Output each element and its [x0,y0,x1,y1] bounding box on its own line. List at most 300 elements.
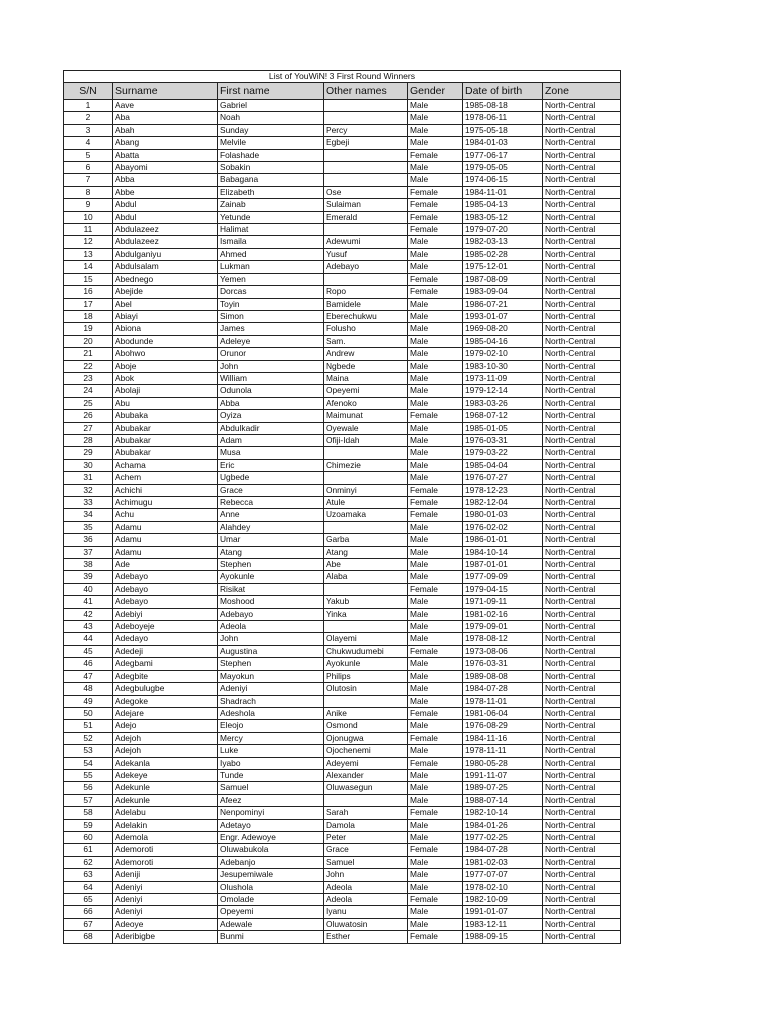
first-name-cell: Folashade [218,149,324,161]
sn-cell: 63 [64,869,113,881]
gender-cell: Female [408,894,463,906]
zone-cell: North-Central [543,273,621,285]
surname-cell: Abubaka [113,410,218,422]
table-row [64,422,621,434]
sn-cell: 44 [64,633,113,645]
gender-cell: Male [408,137,463,149]
table-row [64,645,621,657]
date-of-birth-cell: 1993-01-07 [463,310,543,322]
other-names-cell: Egbeji [324,137,408,149]
date-of-birth-cell: 1989-08-08 [463,670,543,682]
table-row [64,273,621,285]
table-row [64,869,621,881]
other-names-cell: Eberechukwu [324,310,408,322]
first-name-cell: Bunmi [218,931,324,943]
gender-cell: Female [408,149,463,161]
surname-cell: Abang [113,137,218,149]
gender-cell: Male [408,559,463,571]
date-of-birth-cell: 1978-02-10 [463,881,543,893]
date-of-birth-cell: 1975-05-18 [463,124,543,136]
date-of-birth-cell: 1971-09-11 [463,596,543,608]
surname-cell: Abdul [113,199,218,211]
sn-cell: 53 [64,745,113,757]
zone-cell: North-Central [543,372,621,384]
table-row [64,670,621,682]
first-name-cell: Zainab [218,199,324,211]
date-of-birth-cell: 1984-07-28 [463,683,543,695]
surname-cell: Abolaji [113,385,218,397]
sn-cell: 36 [64,534,113,546]
other-names-cell [324,695,408,707]
table-row [64,819,621,831]
table-row [64,757,621,769]
first-name-cell: Orunor [218,348,324,360]
surname-cell: Abel [113,298,218,310]
sn-cell: 21 [64,348,113,360]
surname-cell: Adebayo [113,596,218,608]
table-row [64,211,621,223]
zone-cell: North-Central [543,782,621,794]
sn-cell: 27 [64,422,113,434]
gender-cell: Female [408,509,463,521]
sn-cell: 65 [64,894,113,906]
surname-cell: Adedayo [113,633,218,645]
sn-cell: 3 [64,124,113,136]
zone-cell: North-Central [543,807,621,819]
date-of-birth-cell: 1991-01-07 [463,906,543,918]
date-of-birth-cell: 1984-01-03 [463,137,543,149]
sn-cell: 37 [64,546,113,558]
sn-cell: 54 [64,757,113,769]
surname-cell: Adejare [113,707,218,719]
sn-cell: 40 [64,583,113,595]
table-row [64,745,621,757]
gender-cell: Male [408,100,463,112]
surname-cell: Abiayi [113,310,218,322]
gender-cell: Male [408,720,463,732]
sn-cell: 8 [64,186,113,198]
surname-cell: Achichi [113,484,218,496]
table-row [64,918,621,930]
date-of-birth-cell: 1978-08-12 [463,633,543,645]
sn-cell: 22 [64,360,113,372]
table-row [64,695,621,707]
other-names-cell: Anike [324,707,408,719]
gender-cell: Male [408,348,463,360]
table-row [64,323,621,335]
first-name-cell: Engr. Adewoye [218,831,324,843]
other-names-cell: Sulaiman [324,199,408,211]
date-of-birth-cell: 1979-05-05 [463,162,543,174]
gender-cell: Male [408,856,463,868]
zone-cell: North-Central [543,211,621,223]
first-name-cell: Simon [218,310,324,322]
gender-cell: Female [408,645,463,657]
sn-cell: 49 [64,695,113,707]
date-of-birth-cell: 1974-06-15 [463,174,543,186]
other-names-cell: Folusho [324,323,408,335]
zone-cell: North-Central [543,645,621,657]
first-name-cell: Opeyemi [218,906,324,918]
zone-cell: North-Central [543,360,621,372]
date-of-birth-cell: 1982-10-14 [463,807,543,819]
first-name-cell: Adeleye [218,335,324,347]
surname-cell: Abohwo [113,348,218,360]
sn-cell: 7 [64,174,113,186]
sn-cell: 34 [64,509,113,521]
gender-cell: Female [408,199,463,211]
sn-cell: 33 [64,497,113,509]
table-row [64,348,621,360]
date-of-birth-cell: 1981-02-16 [463,608,543,620]
table-row [64,162,621,174]
surname-cell: Abdul [113,211,218,223]
date-of-birth-cell: 1979-09-01 [463,621,543,633]
first-name-cell: Iyabo [218,757,324,769]
date-of-birth-cell: 1989-07-25 [463,782,543,794]
sn-cell: 19 [64,323,113,335]
gender-cell: Male [408,385,463,397]
sn-cell: 60 [64,831,113,843]
sn-cell: 43 [64,621,113,633]
first-name-cell: Afeez [218,794,324,806]
sn-cell: 23 [64,372,113,384]
other-names-cell: Oluwatosin [324,918,408,930]
date-of-birth-cell: 1988-09-15 [463,931,543,943]
zone-cell: North-Central [543,137,621,149]
table-row [64,372,621,384]
surname-cell: Adelabu [113,807,218,819]
sn-cell: 30 [64,459,113,471]
zone-cell: North-Central [543,633,621,645]
gender-cell: Male [408,906,463,918]
surname-cell: Aderibigbe [113,931,218,943]
gender-cell: Male [408,571,463,583]
first-name-cell: Abba [218,397,324,409]
date-of-birth-cell: 1981-06-04 [463,707,543,719]
column-header-zone[interactable]: Zone [543,83,621,100]
first-name-cell: Eric [218,459,324,471]
other-names-cell: Ofiji-Idah [324,434,408,446]
surname-cell: Achu [113,509,218,521]
zone-cell: North-Central [543,918,621,930]
zone-cell: North-Central [543,757,621,769]
column-header-other-names[interactable]: Other names [324,83,408,100]
first-name-cell: Yemen [218,273,324,285]
surname-cell: Abdulganiyu [113,248,218,260]
gender-cell: Male [408,695,463,707]
first-name-cell: Ahmed [218,248,324,260]
sn-cell: 25 [64,397,113,409]
zone-cell: North-Central [543,906,621,918]
surname-cell: Adejoh [113,732,218,744]
gender-cell: Male [408,335,463,347]
date-of-birth-cell: 1976-08-29 [463,720,543,732]
first-name-cell: Gabriel [218,100,324,112]
date-of-birth-cell: 1979-07-20 [463,224,543,236]
table-row [64,720,621,732]
gender-cell: Female [408,186,463,198]
sn-cell: 64 [64,881,113,893]
surname-cell: Achem [113,472,218,484]
gender-cell: Male [408,621,463,633]
gender-cell: Female [408,497,463,509]
table-row [64,844,621,856]
date-of-birth-cell: 1977-09-09 [463,571,543,583]
first-name-cell: Grace [218,484,324,496]
table-row [64,459,621,471]
first-name-cell: Atang [218,546,324,558]
first-name-cell: John [218,360,324,372]
surname-cell: Adekanla [113,757,218,769]
first-name-cell: Adebanjo [218,856,324,868]
first-name-cell: Sobakin [218,162,324,174]
column-header-date-of-birth[interactable]: Date of birth [463,83,543,100]
other-names-cell [324,174,408,186]
table-row [64,608,621,620]
first-name-cell: Stephen [218,559,324,571]
other-names-cell: Ropo [324,286,408,298]
date-of-birth-cell: 1983-12-11 [463,918,543,930]
sn-cell: 57 [64,794,113,806]
other-names-cell: Oluwasegun [324,782,408,794]
surname-cell: Abok [113,372,218,384]
first-name-cell: Samuel [218,782,324,794]
other-names-cell: Alaba [324,571,408,583]
other-names-cell: Ose [324,186,408,198]
gender-cell: Male [408,323,463,335]
date-of-birth-cell: 1983-05-12 [463,211,543,223]
zone-cell: North-Central [543,174,621,186]
other-names-cell: Ngbede [324,360,408,372]
gender-cell: Male [408,745,463,757]
other-names-cell: Uzoamaka [324,509,408,521]
other-names-cell [324,621,408,633]
other-names-cell: Chukwudumebi [324,645,408,657]
date-of-birth-cell: 1980-05-28 [463,757,543,769]
gender-cell: Male [408,310,463,322]
date-of-birth-cell: 1976-02-02 [463,521,543,533]
zone-cell: North-Central [543,534,621,546]
date-of-birth-cell: 1973-11-09 [463,372,543,384]
other-names-cell: Ojochenemi [324,745,408,757]
zone-cell: North-Central [543,261,621,273]
table-row [64,124,621,136]
winners-table [63,70,621,944]
first-name-cell: John [218,633,324,645]
first-name-cell: Mayokun [218,670,324,682]
date-of-birth-cell: 1976-03-31 [463,658,543,670]
first-name-cell: Luke [218,745,324,757]
zone-cell: North-Central [543,509,621,521]
other-names-cell: Andrew [324,348,408,360]
surname-cell: Adebiyi [113,608,218,620]
other-names-cell [324,162,408,174]
date-of-birth-cell: 1986-01-01 [463,534,543,546]
gender-cell: Male [408,248,463,260]
other-names-cell [324,794,408,806]
surname-cell: Adebayo [113,583,218,595]
zone-cell: North-Central [543,931,621,943]
table-title: List of YouWiN! 3 First Round Winners [64,71,621,83]
surname-cell: Ademola [113,831,218,843]
other-names-cell: Abe [324,559,408,571]
gender-cell: Male [408,670,463,682]
first-name-cell: Umar [218,534,324,546]
date-of-birth-cell: 1985-04-16 [463,335,543,347]
first-name-cell: Anne [218,509,324,521]
table-row [64,199,621,211]
first-name-cell: Musa [218,447,324,459]
surname-cell: Abbe [113,186,218,198]
surname-cell: Abodunde [113,335,218,347]
title-row [64,71,621,83]
first-name-cell: Melvile [218,137,324,149]
gender-cell: Male [408,881,463,893]
first-name-cell: Tunde [218,769,324,781]
gender-cell: Male [408,683,463,695]
first-name-cell: Sunday [218,124,324,136]
zone-cell: North-Central [543,286,621,298]
zone-cell: North-Central [543,472,621,484]
first-name-cell: William [218,372,324,384]
other-names-cell: Ojonugwa [324,732,408,744]
zone-cell: North-Central [543,683,621,695]
gender-cell: Male [408,174,463,186]
gender-cell: Female [408,224,463,236]
surname-cell: Adegbite [113,670,218,682]
zone-cell: North-Central [543,769,621,781]
table-row [64,881,621,893]
table-row [64,472,621,484]
date-of-birth-cell: 1968-07-12 [463,410,543,422]
zone-cell: North-Central [543,484,621,496]
surname-cell: Abejide [113,286,218,298]
date-of-birth-cell: 1976-07-27 [463,472,543,484]
date-of-birth-cell: 1984-07-28 [463,844,543,856]
other-names-cell: Alexander [324,769,408,781]
zone-cell: North-Central [543,621,621,633]
surname-cell: Ademoroti [113,844,218,856]
first-name-cell: Halimat [218,224,324,236]
first-name-cell: Jesupemiwale [218,869,324,881]
column-header-surname[interactable]: Surname [113,83,218,100]
other-names-cell: Yakub [324,596,408,608]
other-names-cell: Adebayo [324,261,408,273]
sn-cell: 29 [64,447,113,459]
sn-cell: 52 [64,732,113,744]
winners-sheet [63,70,620,944]
date-of-birth-cell: 1984-11-01 [463,186,543,198]
other-names-cell: Sarah [324,807,408,819]
sn-cell: 12 [64,236,113,248]
zone-cell: North-Central [543,310,621,322]
table-body [64,100,621,944]
zone-cell: North-Central [543,248,621,260]
first-name-cell: Eleojo [218,720,324,732]
table-row [64,894,621,906]
zone-cell: North-Central [543,695,621,707]
table-row [64,683,621,695]
sn-cell: 56 [64,782,113,794]
date-of-birth-cell: 1988-07-14 [463,794,543,806]
surname-cell: Adelakin [113,819,218,831]
date-of-birth-cell: 1979-02-10 [463,348,543,360]
zone-cell: North-Central [543,794,621,806]
sn-cell: 14 [64,261,113,273]
gender-cell: Female [408,583,463,595]
table-row [64,596,621,608]
other-names-cell: Peter [324,831,408,843]
surname-cell: Adekunle [113,794,218,806]
sn-cell: 32 [64,484,113,496]
column-header-sn[interactable]: S/N [64,83,113,100]
gender-cell: Male [408,124,463,136]
date-of-birth-cell: 1984-10-14 [463,546,543,558]
date-of-birth-cell: 1984-11-16 [463,732,543,744]
other-names-cell: Adeola [324,894,408,906]
sn-cell: 28 [64,434,113,446]
other-names-cell: Osmond [324,720,408,732]
surname-cell: Adamu [113,534,218,546]
gender-cell: Male [408,372,463,384]
surname-cell: Adekeye [113,769,218,781]
first-name-cell: Mercy [218,732,324,744]
sn-cell: 66 [64,906,113,918]
zone-cell: North-Central [543,720,621,732]
gender-cell: Male [408,459,463,471]
sn-cell: 48 [64,683,113,695]
first-name-cell: James [218,323,324,335]
first-name-cell: Adeola [218,621,324,633]
surname-cell: Achimugu [113,497,218,509]
gender-cell: Male [408,534,463,546]
table-row [64,794,621,806]
date-of-birth-cell: 1973-08-06 [463,645,543,657]
column-header-first-name[interactable]: First name [218,83,324,100]
zone-cell: North-Central [543,894,621,906]
date-of-birth-cell: 1985-08-18 [463,100,543,112]
gender-cell: Female [408,732,463,744]
first-name-cell: Omolade [218,894,324,906]
gender-cell: Female [408,807,463,819]
table-row [64,410,621,422]
column-header-gender[interactable]: Gender [408,83,463,100]
gender-cell: Male [408,162,463,174]
date-of-birth-cell: 1991-11-07 [463,769,543,781]
surname-cell: Adegbami [113,658,218,670]
zone-cell: North-Central [543,323,621,335]
date-of-birth-cell: 1977-02-25 [463,831,543,843]
other-names-cell [324,472,408,484]
surname-cell: Abubakar [113,447,218,459]
surname-cell: Abubakar [113,434,218,446]
gender-cell: Male [408,633,463,645]
other-names-cell: Iyanu [324,906,408,918]
zone-cell: North-Central [543,670,621,682]
zone-cell: North-Central [543,732,621,744]
surname-cell: Abah [113,124,218,136]
surname-cell: Adegoke [113,695,218,707]
table-row [64,931,621,943]
first-name-cell: Babagana [218,174,324,186]
zone-cell: North-Central [543,124,621,136]
zone-cell: North-Central [543,521,621,533]
gender-cell: Male [408,794,463,806]
other-names-cell: Olutosin [324,683,408,695]
other-names-cell: Atule [324,497,408,509]
zone-cell: North-Central [543,844,621,856]
